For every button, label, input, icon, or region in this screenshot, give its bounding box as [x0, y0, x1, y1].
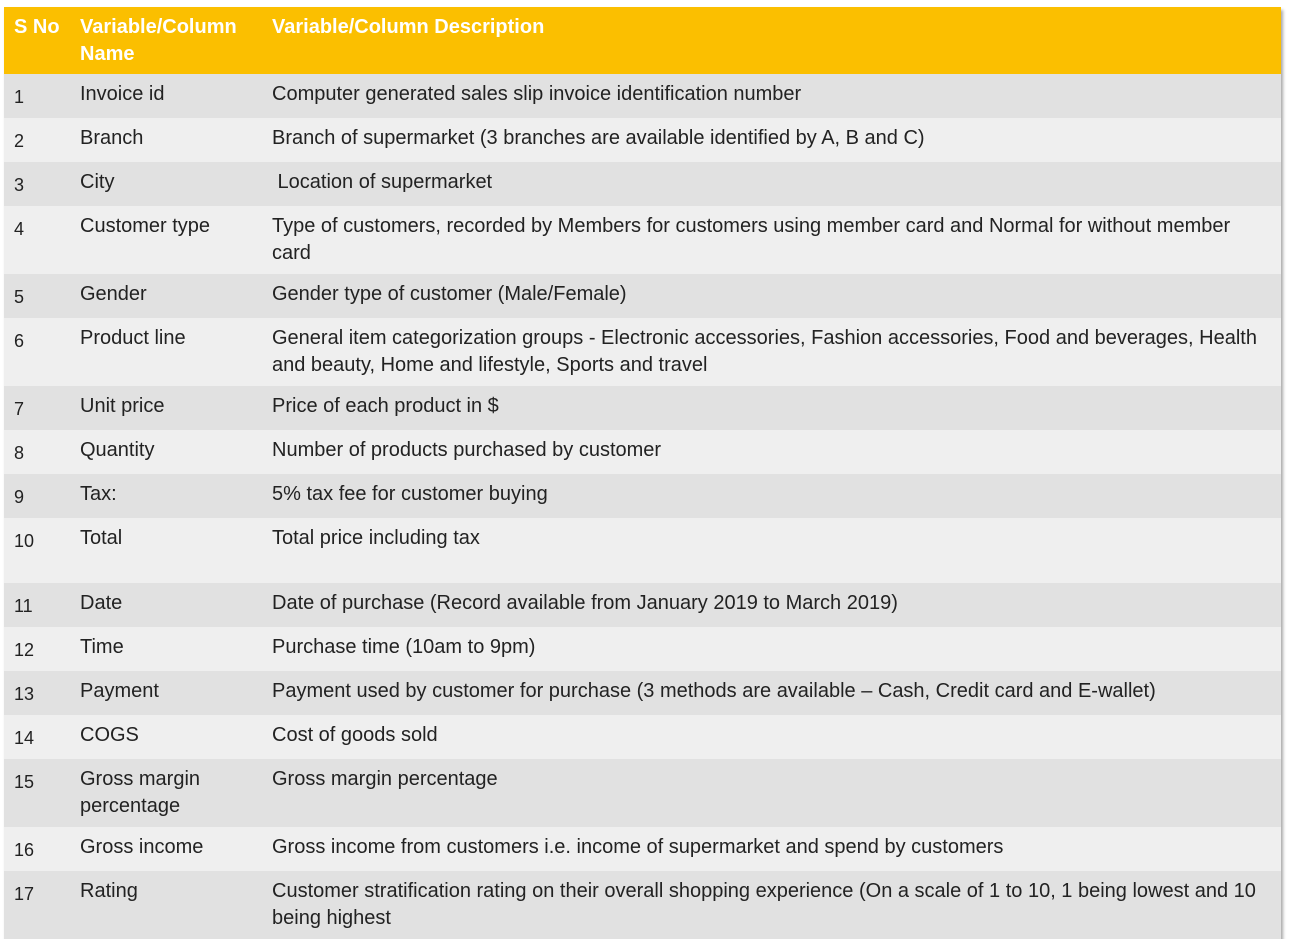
table-header — [4, 7, 1281, 74]
cell-variable-name: Rating — [69, 871, 261, 939]
table-row — [4, 583, 1281, 627]
header-variable-description: Variable/Column Description — [261, 7, 1281, 74]
cell-sno: 10 — [4, 518, 69, 583]
cell-variable-description: 5% tax fee for customer buying — [261, 474, 1281, 518]
cell-sno: 15 — [4, 759, 69, 827]
cell-sno: 17 — [4, 871, 69, 939]
cell-variable-description: Date of purchase (Record available from January 2019 to March 2019) — [261, 583, 1281, 627]
cell-variable-name: Time — [69, 627, 261, 671]
cell-variable-description: Computer generated sales slip invoice identification number — [261, 74, 1281, 118]
cell-variable-description: Gross income from customers i.e. income of supermarket and spend by customers — [261, 827, 1281, 871]
cell-variable-description: Number of products purchased by customer — [261, 430, 1281, 474]
header-sno: S No — [4, 7, 69, 74]
cell-variable-name: Customer type — [69, 206, 261, 274]
cell-variable-name: Invoice id — [69, 74, 261, 118]
table-row — [4, 386, 1281, 430]
cell-variable-description: Type of customers, recorded by Members for customers using member card and Normal for without member card — [261, 206, 1281, 274]
cell-sno: 2 — [4, 118, 69, 162]
table-row — [4, 474, 1281, 518]
cell-variable-name: Quantity — [69, 430, 261, 474]
cell-variable-name: COGS — [69, 715, 261, 759]
cell-sno: 9 — [4, 474, 69, 518]
cell-variable-description: Purchase time (10am to 9pm) — [261, 627, 1281, 671]
cell-sno: 7 — [4, 386, 69, 430]
cell-sno: 12 — [4, 627, 69, 671]
cell-sno: 6 — [4, 318, 69, 386]
cell-sno: 16 — [4, 827, 69, 871]
cell-variable-description: Cost of goods sold — [261, 715, 1281, 759]
cell-variable-description: Total price including tax — [261, 518, 1281, 583]
cell-sno: 8 — [4, 430, 69, 474]
cell-sno: 4 — [4, 206, 69, 274]
table-row — [4, 518, 1281, 583]
table-row — [4, 162, 1281, 206]
table-row — [4, 430, 1281, 474]
table-row — [4, 627, 1281, 671]
table-row — [4, 671, 1281, 715]
table-row — [4, 715, 1281, 759]
table-row — [4, 118, 1281, 162]
table-row — [4, 206, 1281, 274]
cell-variable-name: Payment — [69, 671, 261, 715]
table-row — [4, 274, 1281, 318]
header-variable-name: Variable/Column Name — [69, 7, 261, 74]
table-row — [4, 74, 1281, 118]
table-row — [4, 871, 1281, 939]
cell-variable-name: Tax: — [69, 474, 261, 518]
header-row — [4, 7, 1281, 74]
cell-variable-name: Product line — [69, 318, 261, 386]
cell-variable-description: Gross margin percentage — [261, 759, 1281, 827]
cell-variable-name: Total — [69, 518, 261, 583]
cell-sno: 1 — [4, 74, 69, 118]
cell-variable-name: City — [69, 162, 261, 206]
cell-variable-name: Gross margin percentage — [69, 759, 261, 827]
cell-variable-description: Price of each product in $ — [261, 386, 1281, 430]
cell-variable-name: Unit price — [69, 386, 261, 430]
cell-sno: 13 — [4, 671, 69, 715]
cell-variable-description: General item categorization groups - Electronic accessories, Fashion accessories, Food and beverages, Health and beauty, Home and lifestyle, Sports and travel — [261, 318, 1281, 386]
cell-sno: 11 — [4, 583, 69, 627]
cell-variable-name: Branch — [69, 118, 261, 162]
cell-sno: 5 — [4, 274, 69, 318]
cell-variable-name: Date — [69, 583, 261, 627]
cell-variable-name: Gross income — [69, 827, 261, 871]
cell-variable-description: Gender type of customer (Male/Female) — [261, 274, 1281, 318]
variable-description-table-container — [4, 7, 1281, 939]
cell-variable-name: Gender — [69, 274, 261, 318]
cell-variable-description: Payment used by customer for purchase (3 methods are available – Cash, Credit card and E-wallet) — [261, 671, 1281, 715]
table-row — [4, 759, 1281, 827]
cell-sno: 3 — [4, 162, 69, 206]
cell-sno: 14 — [4, 715, 69, 759]
table-row — [4, 827, 1281, 871]
cell-variable-description: Customer stratification rating on their overall shopping experience (On a scale of 1 to 10, 1 being lowest and 10 being highest — [261, 871, 1281, 939]
variable-description-table — [4, 7, 1281, 939]
cell-variable-description: Location of supermarket — [261, 162, 1281, 206]
cell-variable-description: Branch of supermarket (3 branches are available identified by A, B and C) — [261, 118, 1281, 162]
table-body — [4, 74, 1281, 939]
table-row — [4, 318, 1281, 386]
